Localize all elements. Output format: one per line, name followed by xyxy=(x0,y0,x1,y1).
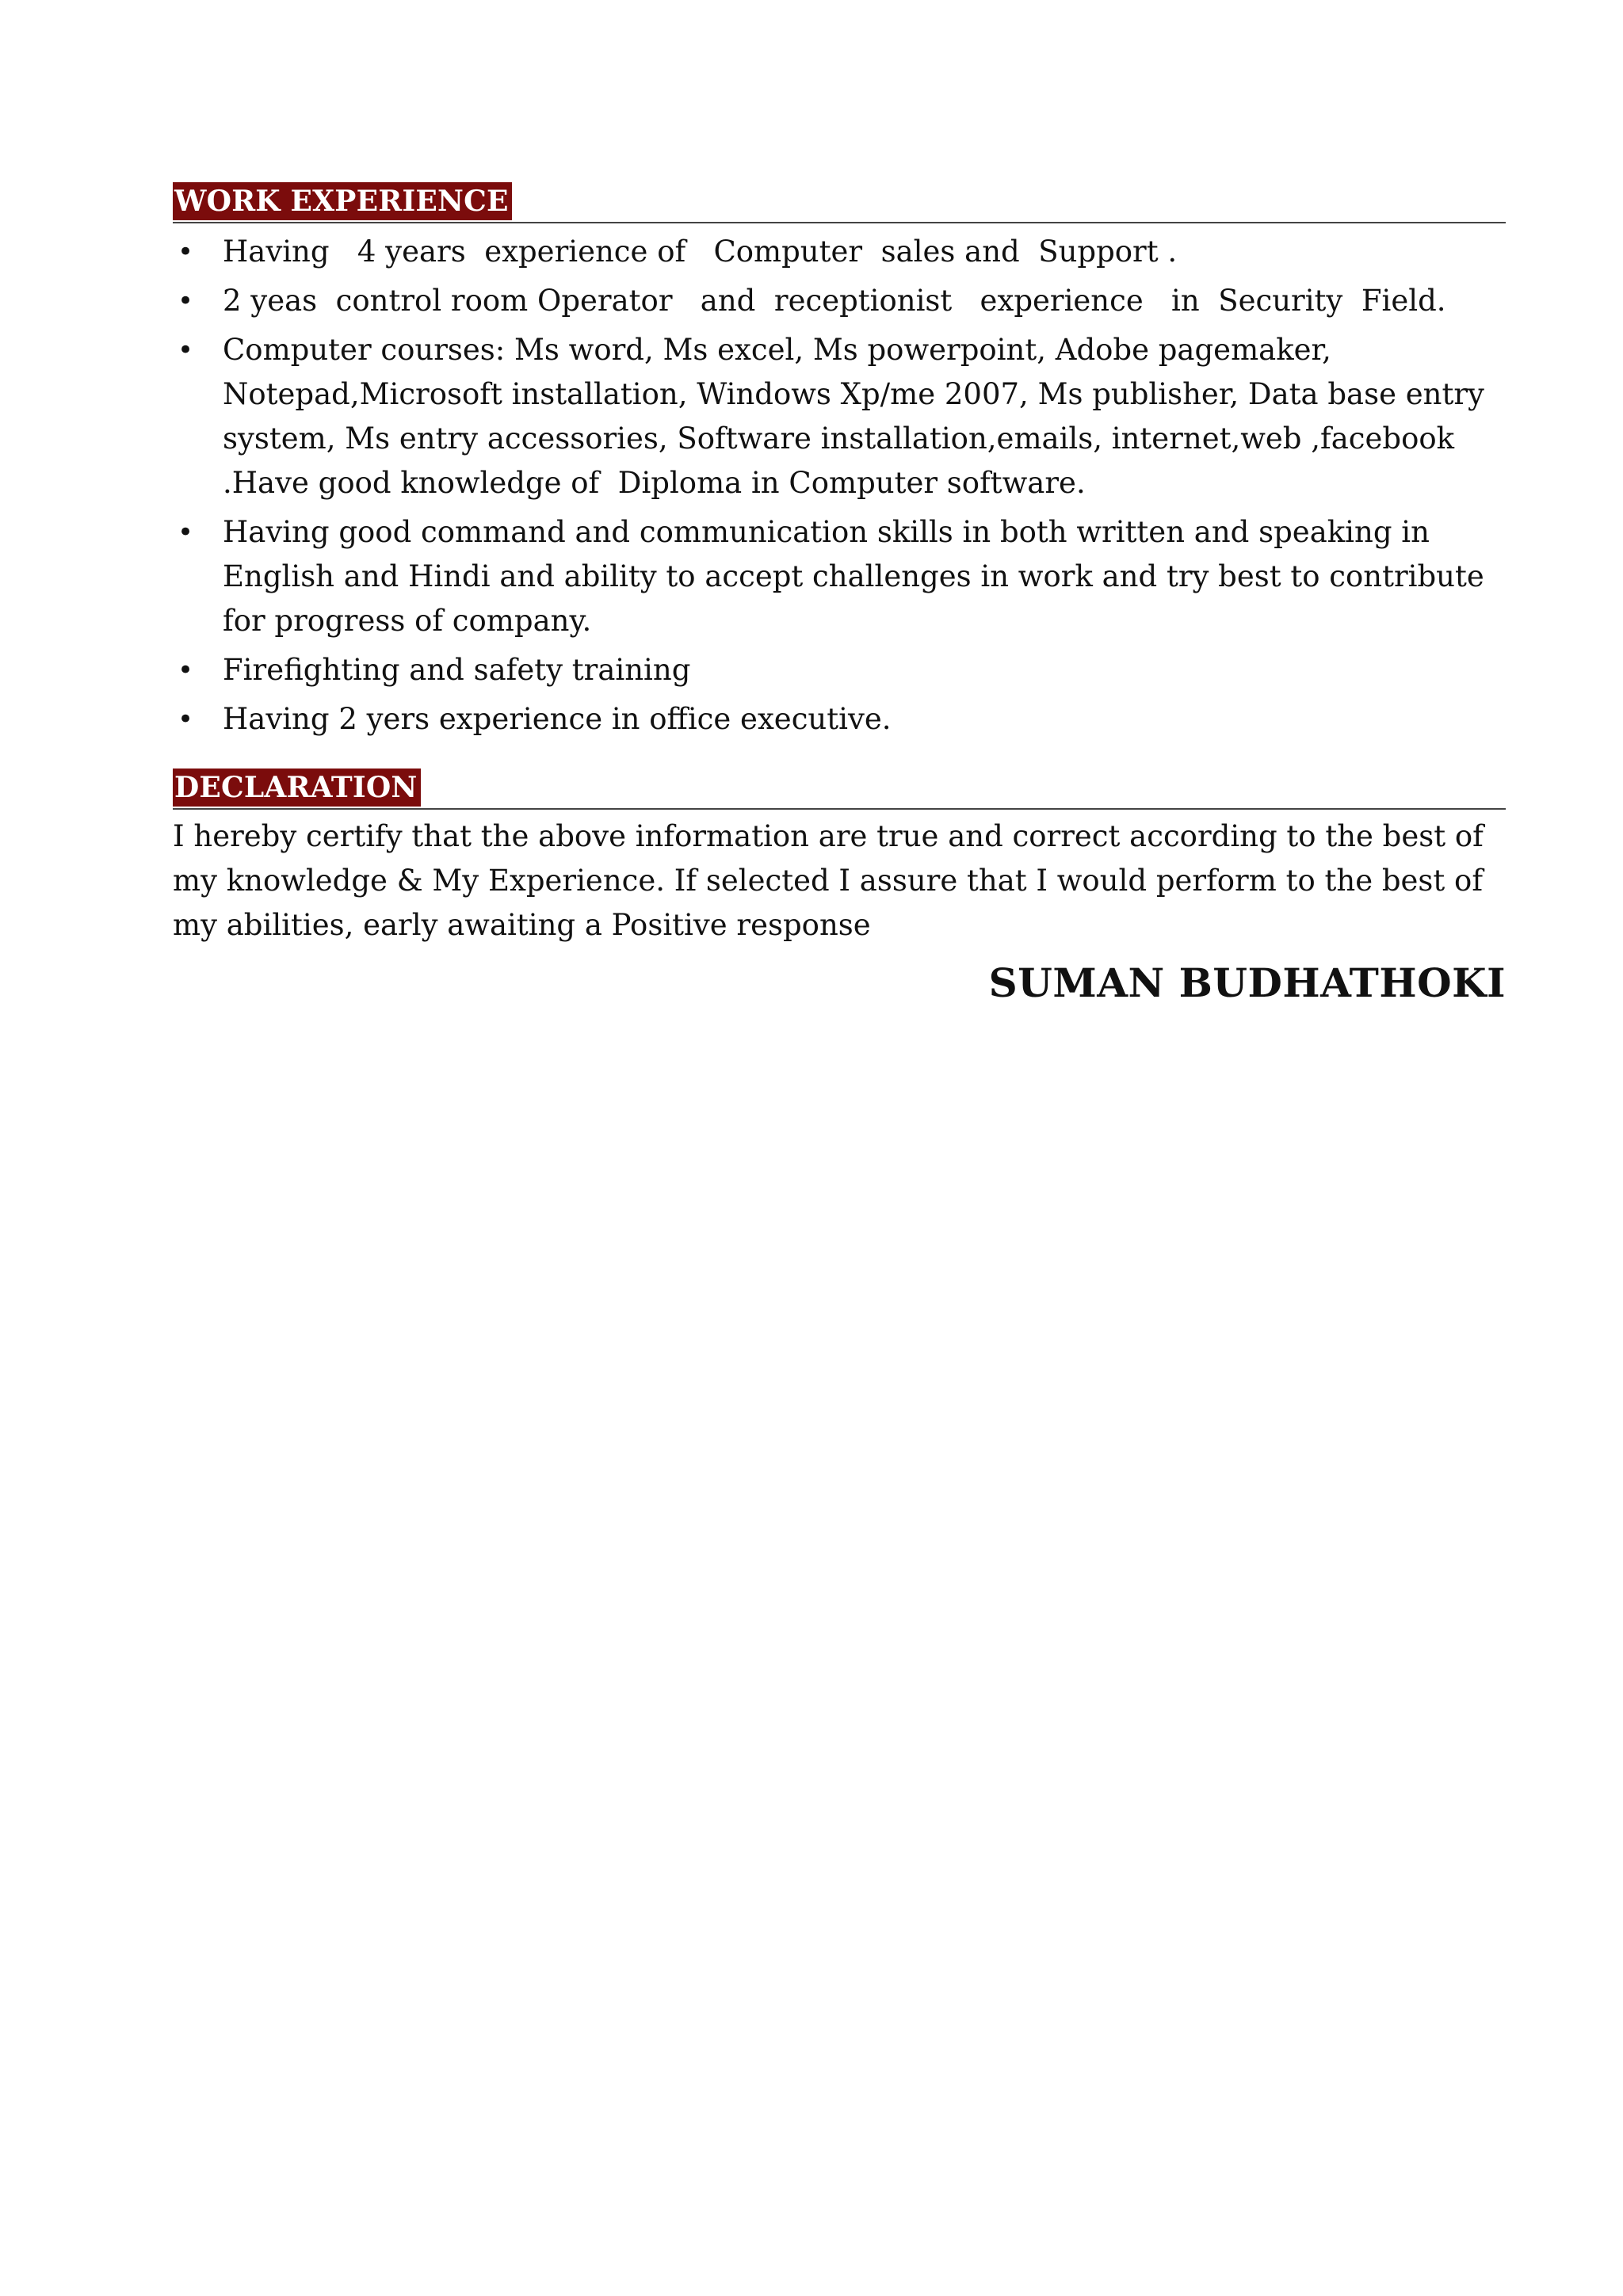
declaration-heading-row xyxy=(173,769,1506,810)
work-experience-heading-row xyxy=(173,182,1506,223)
signature-name: SUMAN BUDHATHOKI xyxy=(988,959,1506,1006)
list-item-text: Firefighting and safety training xyxy=(223,653,691,687)
list-item-text: Having good command and communication skills in both written and speaking in English and Hindi and ability to accept challenges in work and try best to contribute for progress of company. xyxy=(223,515,1494,638)
bullet-icon: • xyxy=(178,285,194,317)
work-experience-heading: WORK EXPERIENCE xyxy=(173,182,512,220)
list-item xyxy=(173,648,1506,692)
declaration-text: I hereby certify that the above information are true and correct according to the best of my knowledge & My Experience. If selected I assure that I would perform to the best of my abilities, early awaiting a Positive response xyxy=(173,819,1484,942)
list-item xyxy=(173,328,1506,505)
work-experience-list xyxy=(173,230,1506,742)
list-item-text: 2 yeas control room Operator and receptionist experience in Security Field. xyxy=(223,284,1446,318)
bullet-icon: • xyxy=(178,517,194,548)
list-item xyxy=(173,697,1506,742)
bullet-icon: • xyxy=(178,236,194,268)
bullet-icon: • xyxy=(178,704,194,735)
list-item xyxy=(173,279,1506,323)
resume-page xyxy=(173,182,1506,1011)
list-item-text: Having 2 yers experience in office executive. xyxy=(223,702,892,736)
list-item-text: Computer courses: Ms word, Ms excel, Ms powerpoint, Adobe pagemaker, Notepad,Microsoft installation, Windows Xp/me 2007, Ms publisher, Data base entry system, Ms entry accessories, Software installation,emails, internet,web ,facebook .Have good knowledge of Diploma in Computer software. xyxy=(223,333,1494,500)
list-item xyxy=(173,230,1506,274)
bullet-icon: • xyxy=(178,654,194,686)
declaration-heading: DECLARATION xyxy=(173,769,421,807)
list-item xyxy=(173,510,1506,643)
bullet-icon: • xyxy=(178,334,194,366)
declaration-section xyxy=(173,769,1506,948)
list-item-text: Having 4 years experience of Computer sales and Support . xyxy=(223,235,1178,269)
